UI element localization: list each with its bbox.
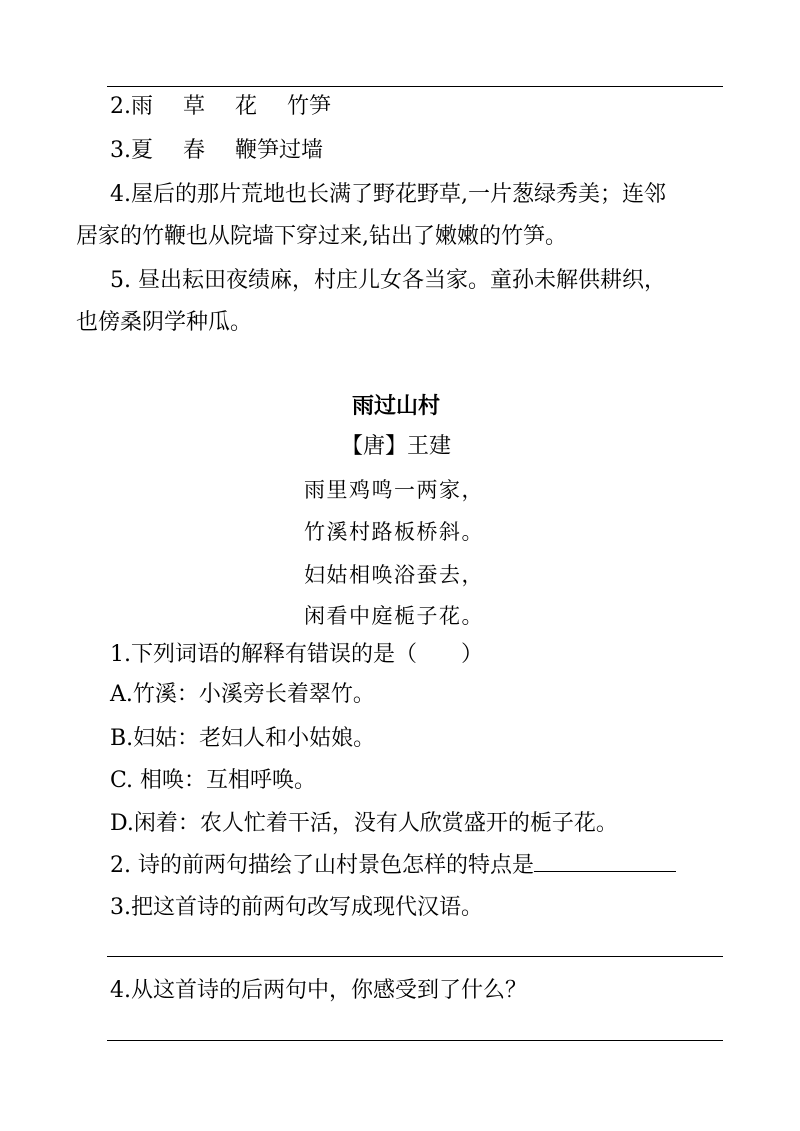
question-4-answer-line[interactable]: [107, 1040, 723, 1041]
answer-2-part-4: 竹笋: [287, 94, 332, 119]
answer-3-part-1: 3.夏: [110, 138, 153, 163]
top-rule: [107, 86, 723, 87]
poem-line-1: 雨里鸡鸣一两家，: [304, 478, 484, 502]
option-b: B.妇姑：老妇人和小姑娘。: [110, 726, 376, 751]
answer-item-3: [110, 136, 323, 166]
poem-author: 【唐】王建: [341, 434, 452, 459]
poem-line-2: 竹溪村路板桥斜。: [304, 520, 484, 544]
option-d: D.闲着：农人忙着干活，没有人欣赏盛开的栀子花。: [110, 811, 618, 836]
answer-item-5-line-2: 也傍桑阴学种瓜。: [76, 310, 253, 335]
answer-item-4-line-1: 4.屋后的那片荒地也长满了野花野草,一片葱绿秀美；连邻: [110, 182, 666, 207]
answer-2-part-3: 花: [235, 94, 258, 119]
option-a: A.竹溪：小溪旁长着翠竹。: [110, 682, 375, 707]
answer-2-part-1: 2.雨: [110, 94, 153, 119]
answer-item-5-line-1: 5. 昼出耘田夜绩麻，村庄儿女各当家。童孙未解供耕织，: [110, 268, 666, 293]
answer-3-part-2: 春: [183, 138, 206, 163]
question-4: 4.从这首诗的后两句中，你感受到了什么？: [110, 978, 527, 1003]
question-3-answer-line[interactable]: [107, 956, 723, 957]
question-1: 1.下列词语的解释有错误的是（ ）: [110, 642, 483, 667]
option-c: C. 相唤：互相呼唤。: [110, 768, 317, 793]
poem-title: 雨过山村: [352, 394, 441, 419]
poem-line-3: 妇姑相唤浴蚕去，: [304, 563, 484, 587]
answer-3-part-3: 鞭笋过墙: [235, 138, 324, 163]
question-2: [110, 851, 676, 881]
poem-line-4: 闲看中庭栀子花。: [304, 604, 484, 628]
question-3: 3.把这首诗的前两句改写成现代汉语。: [110, 895, 483, 920]
answer-2-part-2: 草: [183, 94, 206, 119]
question-2-text: 2. 诗的前两句描绘了山村景色怎样的特点是: [110, 853, 534, 878]
answer-item-4-line-2: 居家的竹鞭也从院墙下穿过来,钻出了嫩嫩的竹笋。: [76, 224, 567, 249]
question-2-answer-blank[interactable]: [534, 871, 676, 872]
answer-item-2: [110, 92, 331, 122]
